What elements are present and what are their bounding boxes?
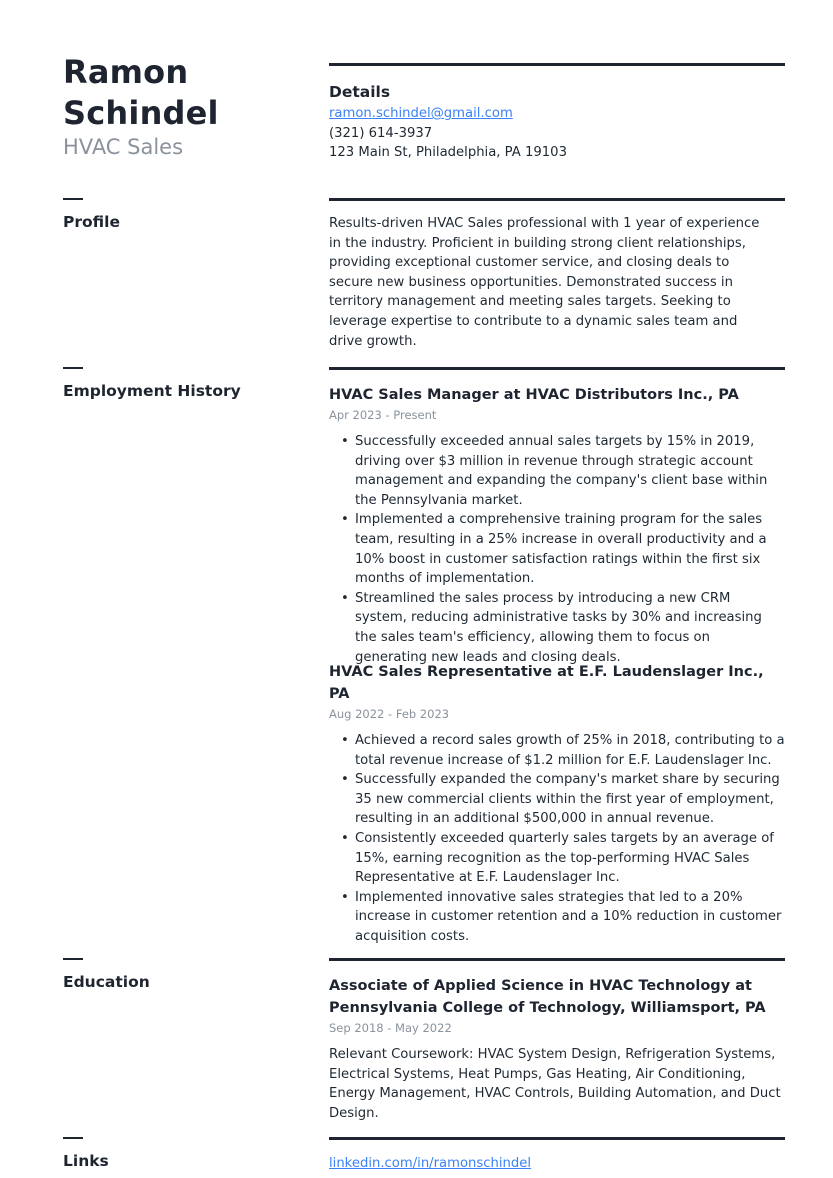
education-dash (63, 958, 83, 960)
profile-dash (63, 198, 83, 200)
degree-heading: Associate of Applied Science in HVAC Technology at Pennsylvania College of Technology, Williamsport, PA (329, 978, 766, 1016)
profile-rule (329, 198, 785, 201)
profile-heading: Profile (63, 213, 120, 231)
job-bullets (329, 432, 785, 667)
education-heading: Education (63, 973, 150, 991)
education-rule (329, 958, 785, 961)
links-rule (329, 1137, 785, 1140)
list-item: • Achieved a record sales growth of 25% in 2018, contributing to a total revenue increase of $1.2 million for E.F. Laudenslager Inc. (329, 731, 785, 770)
candidate-name (63, 52, 219, 134)
list-item: • Implemented a comprehensive training program for the sales team, resulting in a 25% increase in overall productivity and a 10% boost in customer satisfaction ratings within the first six months of implementation. (329, 510, 785, 588)
job-dates: Aug 2022 - Feb 2023 (329, 707, 450, 721)
list-item: • Successfully exceeded annual sales targets by 15% in 2019, driving over $3 million in revenue through strategic account management and expanding the company's client base within the Pennsylvania market. (329, 432, 785, 510)
phone: (321) 614-3937 (329, 125, 433, 141)
education-text: Relevant Coursework: HVAC System Design, Refrigeration Systems, Electrical Systems, Heat Pumps, Gas Heating, Air Conditioning, Energy Management, HVAC Controls, Building Automation, and Duct Design. (329, 1047, 781, 1121)
linkedin-link[interactable]: linkedin.com/in/ramonschindel (329, 1156, 532, 1171)
job-dates: Apr 2023 - Present (329, 408, 437, 422)
job-title-heading: HVAC Sales Manager at HVAC Distributors Inc., PA (329, 387, 739, 403)
employment-heading: Employment History (63, 382, 241, 400)
details-rule (329, 63, 785, 66)
education-entry (329, 975, 785, 1123)
list-item: • Consistently exceeded quarterly sales targets by an average of 15%, earning recognition as the top-performing HVAC Sales Representative at E.F. Laudenslager Inc. (329, 829, 785, 888)
employment-rule (329, 367, 785, 370)
email-link[interactable]: ramon.schindel@gmail.com (329, 106, 513, 121)
links-heading: Links (63, 1152, 109, 1170)
address: 123 Main St, Philadelphia, PA 19103 (329, 145, 567, 161)
last-name: Schindel (63, 94, 219, 132)
list-item: • Successfully expanded the company's market share by securing 35 new commercial clients within the first year of employment, resulting in an additional $500,000 in annual revenue. (329, 770, 785, 829)
first-name: Ramon (63, 53, 189, 91)
details-heading: Details (329, 83, 391, 101)
job-title-heading: HVAC Sales Representative at E.F. Laudenslager Inc., PA (329, 664, 764, 702)
education-dates: Sep 2018 - May 2022 (329, 1021, 452, 1035)
job-entry (329, 661, 785, 947)
job-bullets (329, 731, 785, 947)
links-dash (63, 1137, 83, 1139)
employment-dash (63, 367, 83, 369)
list-item: • Streamlined the sales process by introducing a new CRM system, reducing administrative tasks by 30% and increasing the sales team's efficiency, allowing them to focus on generating new leads and closing deals. (329, 589, 785, 667)
details-section (329, 81, 785, 163)
profile-text: Results-driven HVAC Sales professional with 1 year of experience in the industry. Proficient in building strong client relationships, providing exceptional customer service, and closing deals to secure new business opportunities. Demonstrated success in territory management and meeting sales targets. Seeking to leverage expertise to contribute to a dynamic sales team and drive growth. (329, 216, 760, 349)
job-title: HVAC Sales (63, 135, 184, 159)
job-entry (329, 384, 785, 667)
list-item: • Implemented innovative sales strategies that led to a 20% increase in customer retention and a 10% reduction in customer acquisition costs. (329, 888, 785, 947)
